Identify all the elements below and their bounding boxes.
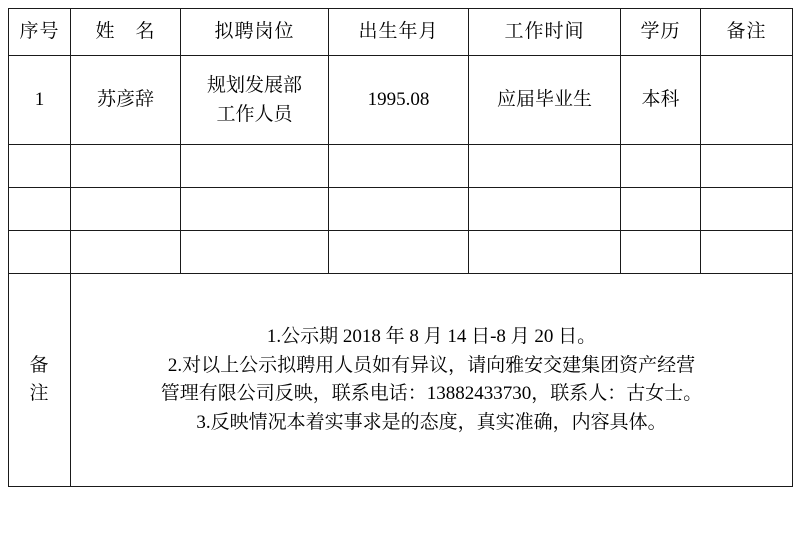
table-row [9, 56, 793, 145]
column-header-index: 序号 [9, 9, 71, 56]
cell-worktime [469, 188, 621, 231]
cell-position-line2: 工作人员 [216, 104, 293, 125]
table-row [9, 188, 793, 231]
cell-name [71, 231, 181, 274]
footer-note-2: 2.对以上公示拟聘用人员如有异议，请向雅安交建集团资产经营 [167, 354, 696, 376]
cell-education: 本科 [621, 56, 701, 145]
column-header-worktime: 工作时间 [469, 9, 621, 56]
cell-remark [701, 145, 793, 188]
cell-birthdate [329, 145, 469, 188]
cell-worktime [469, 231, 621, 274]
cell-name [71, 145, 181, 188]
cell-position [181, 145, 329, 188]
cell-index [9, 188, 71, 231]
cell-name [71, 188, 181, 231]
table-row [9, 231, 793, 274]
cell-remark [701, 56, 793, 145]
cell-birthdate: 1995.08 [329, 56, 469, 145]
cell-remark [701, 231, 793, 274]
footer-note-3: 3.反映情况本着实事求是的态度，真实准确，内容具体。 [196, 411, 667, 433]
cell-birthdate [329, 188, 469, 231]
cell-index: 1 [9, 56, 71, 145]
footer-label-line2: 注 [29, 383, 50, 404]
recruitment-notice-table [8, 8, 793, 487]
footer-label [9, 274, 71, 487]
footer-note-1: 1.公示期 2018 年 8 月 14 日-8 月 20 日。 [266, 326, 597, 347]
cell-position-line1: 规划发展部 [206, 74, 302, 96]
column-header-position: 拟聘岗位 [181, 9, 329, 56]
table-row [9, 145, 793, 188]
cell-index [9, 231, 71, 274]
cell-position [181, 188, 329, 231]
cell-position [181, 231, 329, 274]
footer-notes [71, 274, 793, 487]
cell-index [9, 145, 71, 188]
column-header-remark: 备注 [701, 9, 793, 56]
cell-worktime [469, 145, 621, 188]
cell-remark [701, 188, 793, 231]
footer-label-line1: 备 [29, 354, 50, 376]
document-page [0, 8, 800, 550]
table-header-row [9, 9, 793, 56]
cell-position [181, 56, 329, 145]
footer-note-2-cont: 管理有限公司反映，联系电话：13882433730，联系人：古女士。 [160, 383, 703, 404]
cell-education [621, 231, 701, 274]
cell-name: 苏彦辞 [71, 56, 181, 145]
cell-worktime: 应届毕业生 [469, 56, 621, 145]
cell-birthdate [329, 231, 469, 274]
footer-row [9, 274, 793, 487]
column-header-birthdate: 出生年月 [329, 9, 469, 56]
column-header-name: 姓 名 [71, 9, 181, 56]
column-header-education: 学历 [621, 9, 701, 56]
cell-education [621, 145, 701, 188]
cell-education [621, 188, 701, 231]
